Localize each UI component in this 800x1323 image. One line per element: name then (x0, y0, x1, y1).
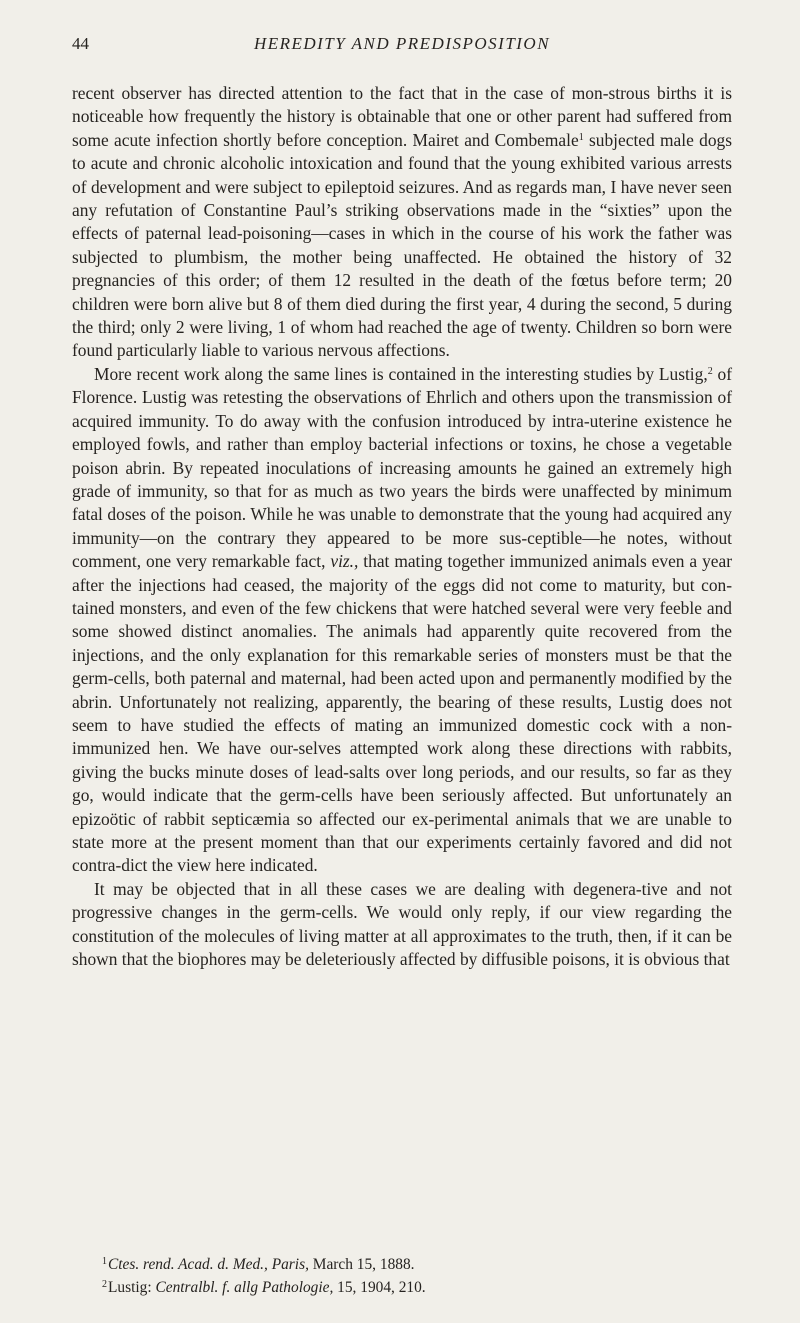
footnote-2 (72, 1275, 732, 1298)
paragraph-2-text-2: of Florence. Lustig was retesting the observations of Ehrlich and others upon the transmission of acquired immunity. To do away with the confusion introduced by intra-uterine existence he employed fowls, and rather than employ bacterial infections or toxins, he chose a vegetable poison abrin. By repeated inoculations of increasing amounts he gained an extremely high grade of immunity, so that for as much as two years the birds were unaffected by minimum fatal doses of the poison. While he was unable to demonstrate that the young had acquired any immunity—on the contrary they appeared to be more sus-ceptible—he notes, without comment, one very remarkable fact, (72, 363, 732, 572)
footnote-ref-1: 1 (578, 131, 584, 143)
footnote-2-author: Lustig: (108, 1279, 156, 1296)
paragraph-2-text-1: More recent work along the same lines is contained in the interesting studies by Lustig, (94, 363, 708, 384)
footnote-1 (72, 1252, 732, 1275)
footnote-ref-2: 2 (707, 365, 713, 377)
paragraph-2-italic-viz: viz., (330, 551, 359, 572)
paragraph-3 (72, 878, 732, 972)
paragraph-1 (72, 82, 732, 363)
page-header (72, 34, 732, 64)
footnote-2-mark: 2 (102, 1279, 107, 1290)
footnote-1-source: Ctes. rend. Acad. d. Med., Paris, (108, 1256, 309, 1273)
footnote-1-mark: 1 (102, 1256, 107, 1267)
paragraph-1-text-2: subjected male dogs to acute and chronic alcoholic intoxication and found that the young exhibited various arrests of development and were subject to epileptoid seizures. And as regards man, I have never seen any refutation of Constantine Paul’s striking observations made in the “sixties” upon the effects of paternal lead-poisoning—cases in which in the course of his work the father was subjected to plumbism, the mother being unaffected. He obtained the history of 32 pregnancies of this order; of them 12 resulted in the death of the fœtus before term; 20 children were born alive but 8 of them died during the first year, 4 during the second, 5 during the third; only 2 were living, 1 of whom had reached the age of twenty. Children so born were found particularly liable to various nervous affections. (72, 129, 732, 361)
paragraph-2-text-3: that mating together immunized animals even a year after the injections had ceased, the majority of the eggs did not come to maturity, but con-tained monsters, and even of the few chickens that were hatched several were very feeble and some showed distinct anomalies. The animals had apparently quite recovered from the injections, and the only explanation for this remarkable series of monsters must be that the germ-cells, both paternal and maternal, had been acted upon and permanently modified by the abrin. Unfortunately not realizing, apparently, the bearing of these results, Lustig does not seem to have studied the effects of mating an immunized domestic cock with a non-immunized hen. We have our-selves attempted work along these directions with rabbits, giving the bucks minute doses of lead-salts over long periods, and our results, so far as they go, would indicate that the germ-cells have been seriously affected. But unfortunately an epizoötic of rabbit septicæmia so affected our ex-perimental animals that we are unable to state more at the present moment than that our experiments certainly favored and did not contra-dict the view here indicated. (72, 551, 732, 876)
paragraph-3-text-1: It may be objected that in all these cases we are dealing with degenera-tive and not progressive changes in the germ-cells. We would only reply, if our view regarding the constitution of the molecules of living matter at all approximates to the truth, then, if it can be shown that the biophores may be deleteriously affected by diffusible poisons, it is obvious that (72, 878, 732, 970)
footnote-2-detail: 15, 1904, 210. (333, 1279, 426, 1296)
running-title: HEREDITY AND PREDISPOSITION (253, 34, 551, 53)
paragraph-1-text-1: recent observer has directed attention to the fact that in the case of mon-strous births it is noticeable how frequently the history is obtainable that one or other parent had suffered from some acute infection shortly before conception. Mairet and Combemale (72, 83, 732, 150)
paragraph-2 (72, 363, 732, 878)
footnote-2-source: Centralbl. f. allg Pathologie, (155, 1279, 334, 1296)
page-number: 44 (72, 34, 89, 53)
footnote-1-detail: March 15, 1888. (308, 1256, 415, 1273)
body-text (72, 82, 732, 971)
footnotes (72, 1252, 732, 1298)
